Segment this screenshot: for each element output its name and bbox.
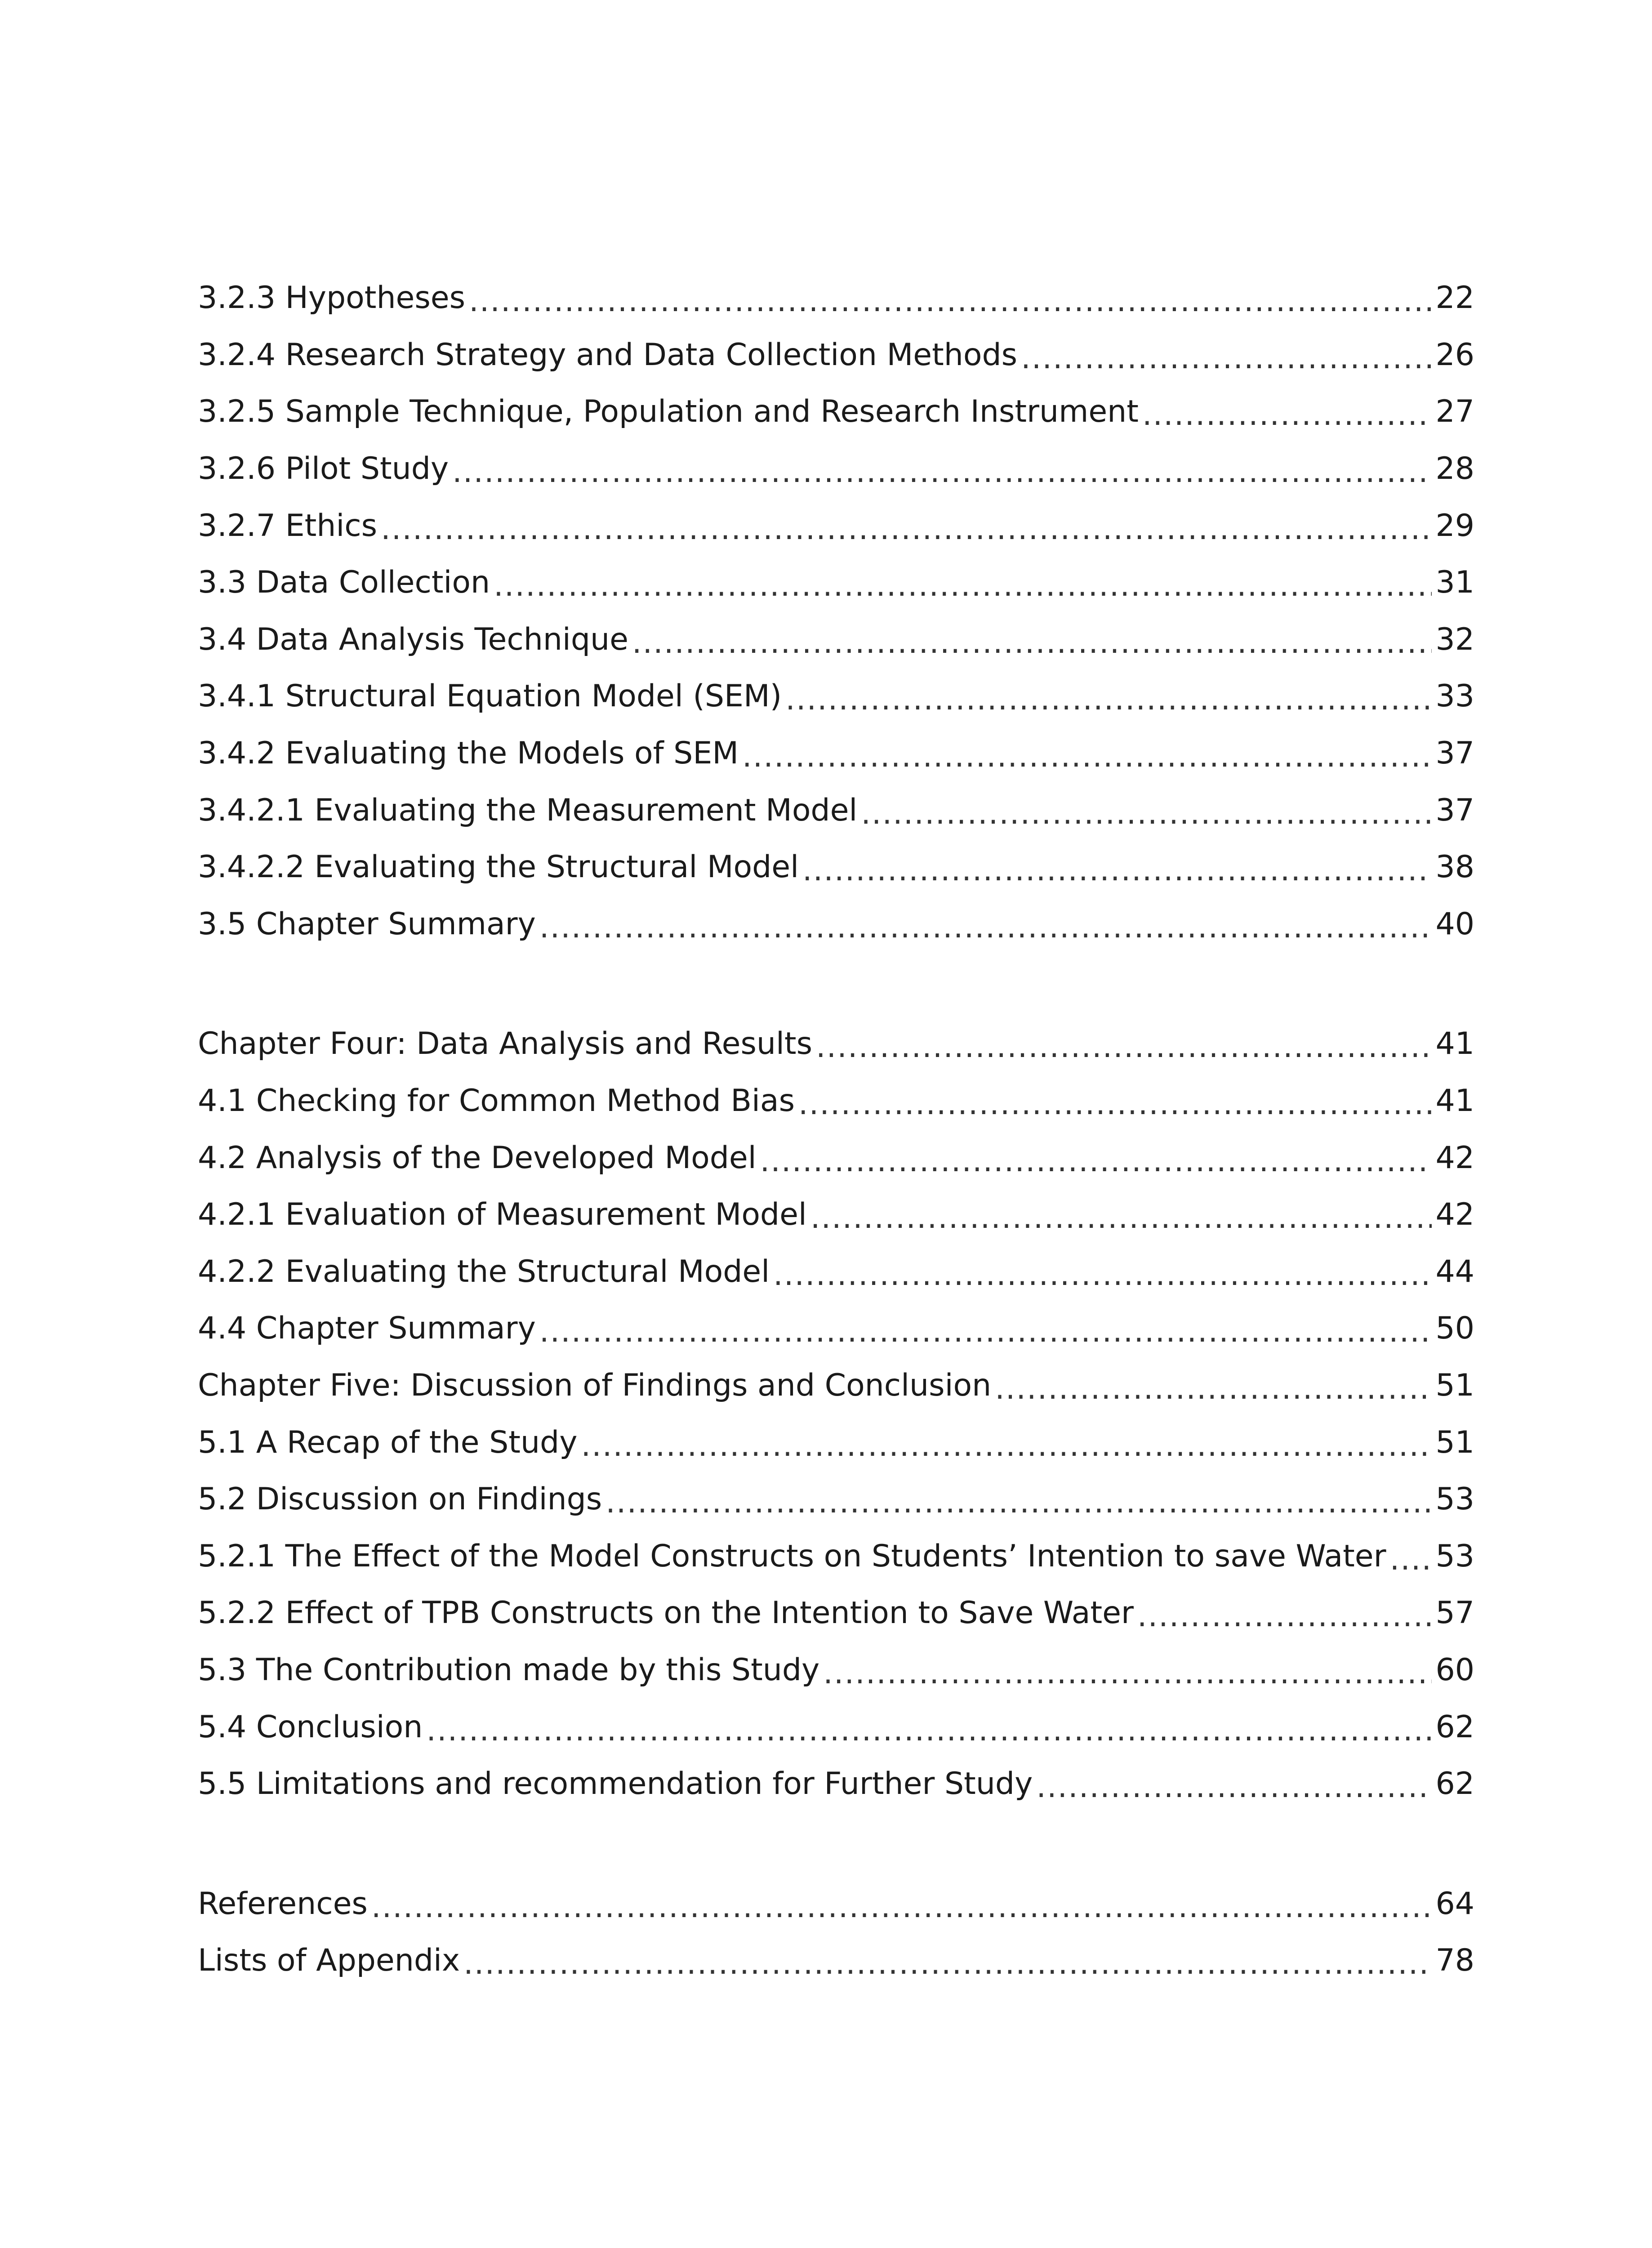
dot-leader	[785, 678, 1432, 715]
toc-entry	[198, 327, 1474, 384]
dot-leader	[581, 1424, 1432, 1461]
dot-leader	[381, 508, 1432, 544]
dot-leader	[810, 1196, 1432, 1233]
toc-group-chapter-three	[198, 270, 1474, 953]
toc-entry	[198, 1932, 1474, 1989]
toc-entry-page-number: 38	[1435, 849, 1474, 885]
toc-entry-page-number: 22	[1435, 280, 1474, 316]
toc-entry	[198, 270, 1474, 327]
toc-entry-page-number: 27	[1435, 394, 1474, 430]
toc-group-chapters-four-five	[198, 1016, 1474, 1812]
toc-entry-title: 4.4 Chapter Summary	[198, 1311, 536, 1347]
toc-entry-page-number: 41	[1435, 1026, 1474, 1062]
dot-leader	[371, 1886, 1432, 1922]
toc-entry-page-number: 51	[1435, 1424, 1474, 1460]
toc-entry-page-number: 53	[1435, 1481, 1474, 1517]
toc-entry-page-number: 29	[1435, 508, 1474, 544]
toc-entry	[198, 1528, 1474, 1585]
toc-entry-title: Chapter Five: Discussion of Findings and Conclusion	[198, 1367, 992, 1403]
dot-leader	[1390, 1538, 1432, 1575]
toc-entry-page-number: 51	[1435, 1367, 1474, 1403]
dot-leader	[816, 1026, 1432, 1062]
toc-entry-page-number: 42	[1435, 1140, 1474, 1176]
toc-entry-title: 3.5 Chapter Summary	[198, 906, 536, 942]
dot-leader	[995, 1367, 1432, 1404]
toc-spacer	[198, 953, 1474, 1016]
toc-entry	[198, 668, 1474, 725]
toc-entry-title: 4.2.2 Evaluating the Structural Model	[198, 1253, 770, 1289]
toc-entry-page-number: 26	[1435, 337, 1474, 373]
toc-entry-page-number: 57	[1435, 1595, 1474, 1631]
dot-leader	[539, 906, 1432, 943]
toc-entry-page-number: 32	[1435, 621, 1474, 657]
toc-entry-page-number: 62	[1435, 1766, 1474, 1802]
toc-entry-title: 5.2.2 Effect of TPB Constructs on the Intention to Save Water	[198, 1595, 1134, 1631]
toc-entry-title: 5.3 The Contribution made by this Study	[198, 1652, 820, 1688]
dot-leader	[494, 564, 1432, 601]
dot-leader	[463, 1942, 1432, 1979]
dot-leader	[469, 280, 1432, 317]
dot-leader	[861, 792, 1432, 829]
toc-entry	[198, 896, 1474, 953]
toc-entry-title: 3.2.4 Research Strategy and Data Collection Methods	[198, 337, 1018, 373]
dot-leader	[632, 621, 1432, 658]
toc-entry	[198, 1471, 1474, 1528]
toc-entry-title: Lists of Appendix	[198, 1943, 460, 1979]
dot-leader	[1036, 1766, 1432, 1802]
toc-entry	[198, 725, 1474, 782]
toc-entry-page-number: 42	[1435, 1197, 1474, 1233]
table-of-contents	[198, 270, 1474, 1989]
toc-entry-page-number: 50	[1435, 1311, 1474, 1347]
toc-entry-title: 5.4 Conclusion	[198, 1709, 423, 1745]
toc-entry-title: 5.5 Limitations and recommendation for Further Study	[198, 1766, 1033, 1802]
dot-leader	[606, 1481, 1432, 1518]
toc-entry-title: 5.1 A Recap of the Study	[198, 1424, 578, 1460]
dot-leader	[1142, 393, 1432, 430]
toc-entry-title: 3.4.1 Structural Equation Model (SEM)	[198, 678, 782, 714]
toc-entry-title: 3.3 Data Collection	[198, 565, 490, 601]
toc-entry	[198, 1016, 1474, 1073]
toc-entry-page-number: 41	[1435, 1083, 1474, 1119]
dot-leader	[452, 450, 1432, 487]
toc-entry	[198, 782, 1474, 839]
toc-entry-title: 5.2.1 The Effect of the Model Constructs on Students’ Intention to save Water	[198, 1538, 1386, 1574]
toc-entry-page-number: 78	[1435, 1943, 1474, 1979]
toc-entry-page-number: 44	[1435, 1253, 1474, 1289]
toc-entry-title: 4.1 Checking for Common Method Bias	[198, 1083, 795, 1119]
dot-leader	[798, 1083, 1432, 1120]
dot-leader	[760, 1140, 1432, 1177]
dot-leader	[802, 849, 1432, 886]
dot-leader	[1137, 1595, 1432, 1632]
toc-entry	[198, 384, 1474, 441]
dot-leader	[742, 735, 1432, 772]
toc-entry	[198, 1756, 1474, 1813]
toc-entry	[198, 1585, 1474, 1642]
toc-entry	[198, 1699, 1474, 1756]
toc-entry-page-number: 62	[1435, 1709, 1474, 1745]
toc-entry	[198, 1244, 1474, 1301]
toc-entry-page-number: 53	[1435, 1538, 1474, 1574]
dot-leader	[773, 1253, 1432, 1290]
toc-entry-title: 3.4 Data Analysis Technique	[198, 621, 628, 657]
toc-entry-title: 3.2.7 Ethics	[198, 508, 378, 544]
toc-entry	[198, 1073, 1474, 1130]
toc-entry-page-number: 37	[1435, 736, 1474, 772]
dot-leader	[539, 1310, 1432, 1347]
toc-entry-page-number: 40	[1435, 906, 1474, 942]
toc-entry	[198, 1414, 1474, 1471]
toc-entry-page-number: 28	[1435, 451, 1474, 487]
dot-leader	[1021, 337, 1432, 374]
toc-entry	[198, 441, 1474, 498]
toc-entry-title: References	[198, 1886, 368, 1922]
toc-entry-title: 3.4.2 Evaluating the Models of SEM	[198, 736, 739, 772]
toc-entry	[198, 611, 1474, 669]
toc-entry	[198, 1300, 1474, 1357]
toc-entry-title: 3.2.6 Pilot Study	[198, 451, 449, 487]
toc-entry	[198, 1186, 1474, 1244]
toc-entry	[198, 497, 1474, 554]
toc-entry-title: 3.2.3 Hypotheses	[198, 280, 466, 316]
toc-entry-title: 3.4.2.2 Evaluating the Structural Model	[198, 849, 799, 885]
toc-entry-title: Chapter Four: Data Analysis and Results	[198, 1026, 813, 1062]
toc-entry	[198, 1642, 1474, 1699]
toc-entry-title: 5.2 Discussion on Findings	[198, 1481, 602, 1517]
toc-entry-page-number: 37	[1435, 792, 1474, 828]
dot-leader	[426, 1709, 1432, 1746]
toc-entry-page-number: 33	[1435, 678, 1474, 714]
toc-entry-title: 3.4.2.1 Evaluating the Measurement Model	[198, 792, 858, 828]
toc-entry-title: 3.2.5 Sample Technique, Population and Research Instrument	[198, 394, 1139, 430]
dot-leader	[823, 1652, 1432, 1689]
toc-entry-page-number: 31	[1435, 565, 1474, 601]
toc-entry	[198, 839, 1474, 896]
toc-spacer	[198, 1812, 1474, 1875]
toc-entry	[198, 1357, 1474, 1414]
toc-entry	[198, 554, 1474, 611]
toc-entry-title: 4.2 Analysis of the Developed Model	[198, 1140, 757, 1176]
toc-entry-page-number: 60	[1435, 1652, 1474, 1688]
toc-entry-page-number: 64	[1435, 1886, 1474, 1922]
toc-entry	[198, 1875, 1474, 1932]
toc-entry-title: 4.2.1 Evaluation of Measurement Model	[198, 1197, 807, 1233]
toc-group-back-matter	[198, 1875, 1474, 1989]
toc-entry	[198, 1129, 1474, 1186]
